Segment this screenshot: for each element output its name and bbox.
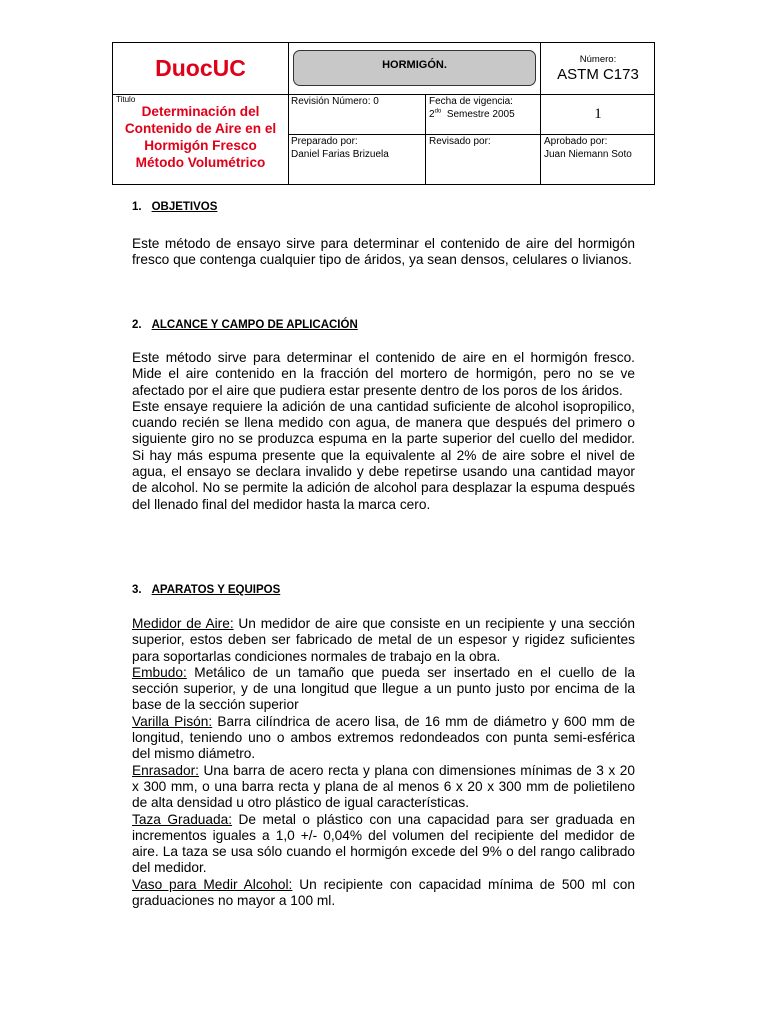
- paragraph: Este ensaye requiere la adición de una cantidad suficiente de alcohol isopropilico, cuando recién se llena medido con agua, de manera que después del primero o siguiente giro no se produzca espuma en la parte superior del cuello del medidor. Si hay más espuma presente que la equivalente al 2% de aire sobre el nivel de agua, el ensayo se declara invalido y debe repetirse usando una cantidad mayor de alcohol. No se permite la adición de alcohol para desplazar la espuma después del llenado final del medidor hasta la marca cero.: [132, 398, 635, 512]
- paragraph: Este método sirve para determinar el contenido de aire en el hormigón fresco. Mide el aire contenido en la fracción del mortero de hormigón, pero no se ve afectado por el aire que pudiera estar presente dentro de los poros de los áridos.: [132, 350, 635, 398]
- equipment-term: Medidor de Aire:: [132, 616, 234, 631]
- title-line: Contenido de Aire en el: [124, 121, 277, 136]
- section-heading-alcance: [132, 319, 358, 331]
- numero-value: ASTM C173: [557, 66, 639, 83]
- section-title: OBJETIVOS: [151, 201, 218, 213]
- aprobado-cell: [544, 136, 632, 161]
- vigencia-cell: [429, 96, 515, 121]
- preparado-cell: [291, 136, 389, 161]
- section-number: 3.: [132, 584, 142, 596]
- document-header-table: [112, 42, 655, 185]
- aprobado-value: Juan Niemann Soto: [544, 148, 632, 160]
- document-title: [113, 103, 288, 171]
- equipment-description: Una barra de acero recta y plana con dimensiones mínimas de 3 x 20 x 300 mm, o una barra recta y plana de al menos 6 x 20 x 300 mm de polietileno de alta densidad u otro plástico de igual características.: [132, 762, 635, 811]
- equipment-item: [132, 812, 635, 877]
- equipment-term: Vaso para Medir Alcohol:: [132, 876, 293, 892]
- equipment-term: Varilla Pisón:: [132, 713, 213, 729]
- equipment-description: Un recipiente con capacidad mínima de 500 ml con graduaciones no mayor a 100 ml.: [132, 876, 635, 909]
- section-body-objetivos: [132, 236, 635, 269]
- section-number: 1.: [132, 201, 142, 213]
- section-body-aparatos: [132, 616, 635, 909]
- vigencia-value: [429, 109, 515, 122]
- numero-label: Número:: [579, 54, 617, 65]
- revision-number: Revisión Número: 0: [291, 96, 379, 107]
- preparado-label: Preparado por:: [291, 136, 358, 147]
- grid-line: [425, 95, 426, 184]
- section-body-alcance: [132, 350, 635, 513]
- aprobado-label: Aprobado por:: [544, 136, 608, 147]
- vigencia-num: 2: [429, 108, 435, 120]
- subject-box: HORMIGÓN.: [293, 50, 536, 86]
- vigencia-sup: do: [434, 108, 442, 115]
- subject-cell: [289, 43, 540, 94]
- title-line: Determinación del: [141, 104, 260, 119]
- paragraph: Este método de ensayo sirve para determinar el contenido de aire del hormigón fresco que contenga cualquier tipo de áridos, ya sean densos, celulares o livianos.: [132, 236, 635, 268]
- vigencia-label: Fecha de vigencia:: [429, 96, 513, 107]
- equipment-description: De metal o plástico con una capacidad para ser graduada en incrementos iguales a 1,0 +/- 0,04% del volumen del recipiente del medidor de aire. La taza se usa sólo cuando el hormigón excede del 9% o del rango calibrado del medidor.: [132, 811, 635, 876]
- equipment-description: Metálico de un tamaño que pueda ser insertado en el cuello de la sección superior, y de una longitud que llegue a un punto justo por encima de la base de la sección superior: [132, 664, 635, 713]
- section-heading-aparatos: [132, 584, 280, 596]
- equipment-item: [132, 616, 635, 665]
- equipment-description: Barra cilíndrica de acero lisa, de 16 mm de diámetro y 600 mm de longitud, teniendo uno o ambos extremos redondeados con punta semi-esférica del mismo diámetro.: [132, 713, 635, 762]
- equipment-item: [132, 714, 635, 763]
- section-title: ALCANCE Y CAMPO DE APLICACIÓN: [151, 319, 358, 331]
- equipment-item: [132, 877, 635, 910]
- equipment-description: Un medidor de aire que consiste en un recipiente y una sección superior, estos deben ser fabricado de metal de un espesor y rigidez suficientes para soportarlas condiciones normales de trabajo en la obra.: [132, 616, 635, 664]
- logo: DuocUC: [155, 55, 246, 81]
- title-line: Hormigón Fresco: [144, 138, 257, 153]
- grid-line: [288, 134, 654, 135]
- equipment-item: [132, 665, 635, 714]
- equipment-term: Enrasador:: [132, 762, 199, 778]
- page-number: 1: [594, 106, 602, 122]
- titulo-label: Titulo: [116, 95, 136, 104]
- title-line: Método Volumétrico: [135, 155, 266, 170]
- section-number: 2.: [132, 319, 142, 331]
- section-heading-objetivos: [132, 201, 217, 213]
- vigencia-rest: Semestre 2005: [446, 108, 515, 120]
- section-title: APARATOS Y EQUIPOS: [151, 584, 281, 596]
- revisado-label: Revisado por:: [429, 136, 491, 147]
- numero-cell: [541, 43, 655, 94]
- equipment-item: [132, 763, 635, 812]
- preparado-value: Daniel Farias Brizuela: [291, 148, 389, 160]
- equipment-term: Embudo:: [132, 664, 187, 680]
- equipment-term: Taza Graduada:: [132, 811, 233, 827]
